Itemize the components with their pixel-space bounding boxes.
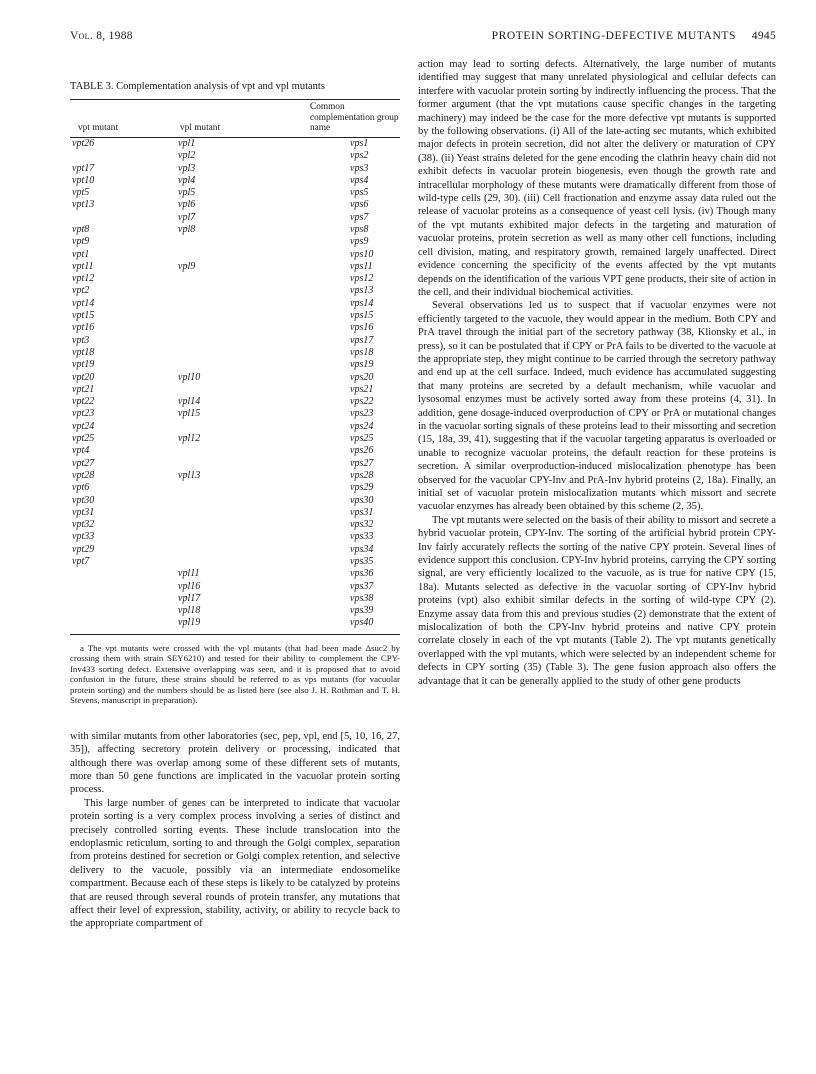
table-caption [70, 80, 400, 93]
cell-vps: vps34 [350, 543, 374, 555]
table-row [70, 137, 400, 150]
table-row [70, 581, 400, 593]
cell-vpt: vpt19 [72, 359, 95, 371]
cell-vps: vps25 [350, 433, 374, 445]
table-row [70, 556, 400, 568]
cell-vpt [70, 581, 150, 593]
cell-vps: vps37 [350, 580, 374, 592]
cell-vpt [70, 617, 150, 634]
table-row [70, 322, 400, 334]
cell-vpl: vpl9 [178, 260, 196, 272]
cell-vps: vps10 [350, 248, 374, 260]
cell-vpl [150, 236, 304, 248]
cell-vpl: vpl11 [178, 568, 200, 580]
table-row [70, 396, 400, 408]
table-label: TABLE 3. [70, 81, 114, 92]
complementation-table [70, 99, 400, 642]
cell-vpt: vpt31 [72, 506, 95, 518]
cell-vps: vps16 [350, 322, 374, 334]
table-row [70, 495, 400, 507]
cell-vps: vps15 [350, 310, 374, 322]
table-row [70, 212, 400, 224]
cell-vpl: vpl8 [178, 223, 196, 235]
table-row [70, 617, 400, 634]
cell-vpl [150, 347, 304, 359]
cell-vps: vps31 [350, 506, 374, 518]
cell-vpl: vpl3 [178, 162, 196, 174]
cell-vps: vps14 [350, 297, 374, 309]
right-column [418, 58, 776, 688]
body-paragraph: The vpt mutants were selected on the basis of their ability to missort and secrete a hybrid vacuolar protein, CPY-Inv. The sorting of the artificial hybrid protein CPY-Inv fairly accurately reflects the sorting of the native CPY protein. Several lines of evidence support this conclusion. CPY-Inv hybrid proteins, carrying the CPY sorting signal, are very efficiently localized to the vacuole, as is true for native CPY (15, 18a). Mutants selected as defective in the vacuolar sorting of CPY-Inv hybrid proteins (vpt) also exhibit similar defects in the sorting of wild-type CPY (2). Enzyme assay data from this and previous studies (2) demonstrate that the extent of mislocalization of both the CPY-Inv hybrid proteins and native CPY protein correlate closely in each of the vpt mutants (Table 2). The vpt mutants genetically overlapped with the vpl mutants, which were selected by an independent scheme for defects in CPY sorting (35) (Table 3). The gene fusion approach also offers the advantage that it can be generally applied to the study of other gene products [418, 514, 776, 687]
cell-vps: vps40 [350, 617, 374, 629]
cell-vpt: vpt1 [72, 248, 90, 260]
cell-vpt: vpt2 [72, 285, 90, 297]
cell-vpt: vpt8 [72, 223, 90, 235]
table-row [70, 458, 400, 470]
cell-vpl: vpl19 [178, 617, 201, 629]
journal-volume: Vol. 8, 1988 [70, 30, 133, 42]
cell-vpl [150, 384, 304, 396]
table-row [70, 347, 400, 359]
cell-vpl [150, 445, 304, 457]
cell-vpt: vpt26 [72, 137, 95, 149]
table-row [70, 199, 400, 211]
cell-vpt: vpt28 [72, 469, 95, 481]
body-paragraph: action may lead to sorting defects. Alternatively, the large number of mutants identified may suggest that many unrelated physiological and cellular defects can interfere with vacuolar protein sorting by indirectly influencing the process. That the former argument (that the vpt mutations cause specific changes in the targeting machinery) may indeed be the case for the more defective vpt mutants is supported by the following observations. (i) All of the late-acting sec mutants, which exhibited major defects in protein secretion, did not alter the delivery or maturation of CPY (38). (ii) Yeast strains deleted for the gene encoding the clathrin heavy chain did not exhibit defects in vacuolar protein biogenesis, even though the growth rate and intracellular morphology of these mutants were dramatically different from those of wild-type cells (29, 30). (iii) Cell fractionation and enzyme assay data ruled out the release of vacuolar proteins as a consequence of yeast cell lysis. (iv) Though many of the vpt mutants exhibited major defects in the targeting and maturation of vacuolar proteins, protein secretion as well as many other cell functions, including cell division, mating, and respiratory growth, remained largely unaffected. Direct evidence concerning the specificity of the events affected by the vpt mutants depends on the identification of the various VPT gene products, their site of action in the cell, and their individual biochemical activities. [418, 59, 776, 298]
cell-vpl [150, 421, 304, 433]
table-row [70, 470, 400, 482]
table-row [70, 519, 400, 531]
cell-vpl: vpl5 [178, 187, 196, 199]
cell-vps: vps5 [350, 187, 369, 199]
cell-vpl: vpl6 [178, 199, 196, 211]
cell-vpt [70, 212, 150, 224]
cell-vpt: vpt16 [72, 322, 95, 334]
cell-vps: vps35 [350, 556, 374, 567]
cell-vps: vps27 [350, 457, 374, 469]
cell-vpl: vpl18 [178, 605, 201, 617]
table-row [70, 261, 400, 273]
cell-vpl [150, 519, 304, 531]
cell-vpl [150, 359, 304, 371]
table-row [70, 531, 400, 543]
cell-vps: vps19 [350, 359, 374, 371]
cell-vpt: vpt24 [72, 420, 95, 432]
cell-vps: vps36 [350, 568, 374, 580]
table-row [70, 285, 400, 297]
cell-vpl [150, 285, 304, 297]
table-title: Complementation analysis of vpt and vpl mutants [116, 81, 325, 92]
cell-vps: vps26 [350, 445, 374, 457]
cell-vps: vps13 [350, 285, 374, 297]
cell-vpt: vpt15 [72, 310, 95, 322]
cell-vps: vps21 [350, 383, 374, 395]
cell-vpt: vpt11 [72, 260, 94, 272]
cell-vps: vps39 [350, 605, 374, 617]
table-row [70, 568, 400, 580]
table-footnote: a The vpt mutants were crossed with the vpl mutants (that had been made Δsuc2 by crossing them with strain SEY6210) and tested for their ability to complement the CPY-Inv433 sorting defect. Extensive overlapping was seen, and it is proposed that to avoid confusion in the future, these strains should be referred to as vps mutants (for vacuolar protein sorting) and the numbers should be as listed here (see also J. H. Rothman and T. H. Stevens, manuscript in preparation). [70, 642, 400, 706]
cell-vpl: vpl7 [178, 211, 196, 223]
cell-vpt: vpt22 [72, 396, 95, 408]
cell-vpt: vpt5 [72, 187, 90, 199]
table-row [70, 421, 400, 433]
cell-vpt: vpt30 [72, 494, 95, 506]
table-row [70, 445, 400, 457]
cell-vpl: vpl16 [178, 580, 201, 592]
body-paragraph: with similar mutants from other laboratories (sec, pep, vpl, end [5, 10, 16, 27, 35]), affecting secretory protein delivery or processing, indicated that although there was overlap among some of these different sets of mutants, more than 50 gene functions are implicated in the vacuolar protein sorting process. [70, 730, 400, 796]
cell-vps: vps38 [350, 592, 374, 604]
cell-vps: vps24 [350, 420, 374, 432]
cell-vpt [70, 593, 150, 605]
table-row [70, 605, 400, 617]
table-row [70, 273, 400, 285]
cell-vpt: vpt29 [72, 543, 95, 555]
cell-vpt: vpt10 [72, 174, 95, 186]
table-row [70, 310, 400, 322]
cell-vpt: vpt4 [72, 445, 90, 457]
cell-vpl [150, 482, 304, 494]
cell-vps: vps9 [350, 236, 369, 248]
cell-vps: vps3 [350, 162, 369, 174]
cell-vpt: vpt6 [72, 482, 90, 494]
header-vpt: vpt mutant [70, 100, 150, 138]
cell-vps: vps22 [350, 396, 374, 408]
cell-vpl [150, 458, 304, 470]
table-row [70, 249, 400, 261]
header-group: Common complementation group name [304, 100, 400, 138]
cell-vpt: vpt17 [72, 162, 95, 174]
table-row [70, 384, 400, 396]
cell-vpl [150, 310, 304, 322]
cell-vpt: vpt13 [72, 199, 95, 211]
cell-vpl [150, 249, 304, 261]
cell-vps: vps2 [350, 150, 369, 162]
cell-vpt: vpt18 [72, 346, 95, 358]
cell-vpt: vpt32 [72, 519, 95, 531]
cell-vpt: vpt14 [72, 297, 95, 309]
cell-vps: vps29 [350, 482, 374, 494]
cell-vps: vps30 [350, 494, 374, 506]
cell-vpl [150, 507, 304, 519]
cell-vpt: vpt23 [72, 408, 95, 420]
cell-vpt: vpt12 [72, 273, 95, 285]
cell-vpt: vpt25 [72, 433, 95, 445]
cell-vpl [150, 544, 304, 556]
table-row [70, 507, 400, 519]
table-row [70, 236, 400, 248]
cell-vpl [150, 335, 304, 347]
cell-vpl: vpl4 [178, 174, 196, 186]
table-row [70, 175, 400, 187]
table-row [70, 163, 400, 175]
cell-vpl: vpl15 [178, 408, 201, 420]
table-row [70, 593, 400, 605]
cell-vpl [150, 556, 304, 568]
table-row [70, 335, 400, 347]
table-row [70, 482, 400, 494]
cell-vps: vps1 [350, 137, 369, 149]
cell-vpl [150, 273, 304, 285]
table-row [70, 372, 400, 384]
cell-vps: vps6 [350, 199, 369, 211]
table-row [70, 408, 400, 420]
cell-vps: vps17 [350, 334, 374, 346]
cell-vpl: vpl2 [178, 150, 196, 162]
page-number: 4945 [751, 30, 776, 42]
cell-vps: vps23 [350, 408, 374, 420]
cell-vpl [150, 298, 304, 310]
cell-vps: vps12 [350, 273, 374, 285]
cell-vps: vps33 [350, 531, 374, 543]
cell-vpt: vpt27 [72, 457, 95, 469]
body-paragraph: Several observations led us to suspect that if vacuolar enzymes were not efficiently targeted to the vacuole, they would appear in the medium. Both CPY and PrA travel through the initial part of the secretory pathway (38, Klionsky et al., in press), so it can be postulated that if CPY or PrA fails to be diverted to the vacuole at the appropriate step, they might continue to be carried through the secretory pathway and end up at the cell surface. Indeed, much evidence has accumulated suggesting that many proteins are secreted by a default mechanism, while vacuolar and lysosomal enzymes must be actively sorted away from these proteins (4, 31). In addition, gene dosage-induced overproduction of CPY or PrA or mutational changes in the vacuolar sorting signals of these proteins lead to their missorting and secretion (15, 18a, 39, 41), suggesting that if the vacuolar targeting apparatus is overloaded or unable to recognize vacuolar proteins, the default reaction for these proteins is secretion. A similar overproduction-induced mislocalization phenotype has been observed for the vacuolar CPY-Inv and PrA-Inv hybrid proteins (2, 18a). Finally, an initial set of vacuolar protein mislocalization mutants which missort and secrete vacuolar enzymes has already been obtained by this scheme (2, 35). [418, 300, 776, 513]
table-row [70, 298, 400, 310]
cell-vpt: vpt9 [72, 236, 90, 248]
table-row [70, 224, 400, 236]
header-vpl: vpl mutant [150, 100, 304, 138]
body-paragraph: This large number of genes can be interpreted to indicate that vacuolar protein sorting is a very complex process involving a series of distinct and precisely controlled sorting events. These include translocation into the endoplasmic reticulum, sorting to and through the Golgi complex, separation from proteins destined for secretion or Golgi complex retention, and selective delivery to the vacuole, possibly via an intermediate endosomelike compartment. Because each of these steps is likely to be catalyzed by proteins that are reused through several rounds of protein transfer, any mutations that affect their level of expression, stability, activity, or ability to recycle back to the appropriate compartment of [70, 797, 400, 930]
cell-vpl: vpl12 [178, 433, 201, 445]
cell-vpl [150, 531, 304, 543]
cell-vpt: vpt21 [72, 383, 95, 395]
page-header [70, 30, 776, 46]
cell-vpl [150, 495, 304, 507]
cell-vpl [150, 322, 304, 334]
cell-vps: vps8 [350, 223, 369, 235]
cell-vps: vps28 [350, 469, 374, 481]
running-title: PROTEIN SORTING-DEFECTIVE MUTANTS [491, 30, 736, 42]
left-column [70, 58, 400, 931]
cell-vpt: vpt20 [72, 371, 95, 383]
cell-vpt: vpt7 [72, 556, 90, 567]
cell-vpt: vpt33 [72, 531, 95, 543]
cell-vpt [70, 605, 150, 617]
table-row [70, 544, 400, 556]
table-row [70, 150, 400, 162]
table-row [70, 359, 400, 371]
cell-vps: vps32 [350, 519, 374, 531]
table-row [70, 433, 400, 445]
cell-vpl: vpl10 [178, 371, 201, 383]
cell-vpl: vpl1 [178, 137, 196, 149]
cell-vpt [70, 568, 150, 580]
cell-vpt [70, 150, 150, 162]
cell-vpl: vpl14 [178, 396, 201, 408]
cell-vps: vps18 [350, 346, 374, 358]
cell-vps: vps7 [350, 211, 369, 223]
table-row [70, 187, 400, 199]
cell-vps: vps11 [350, 260, 373, 272]
cell-vps: vps4 [350, 174, 369, 186]
cell-vpt: vpt3 [72, 334, 90, 346]
cell-vps: vps20 [350, 371, 374, 383]
cell-vpl: vpl13 [178, 469, 201, 481]
cell-vpl: vpl17 [178, 592, 201, 604]
